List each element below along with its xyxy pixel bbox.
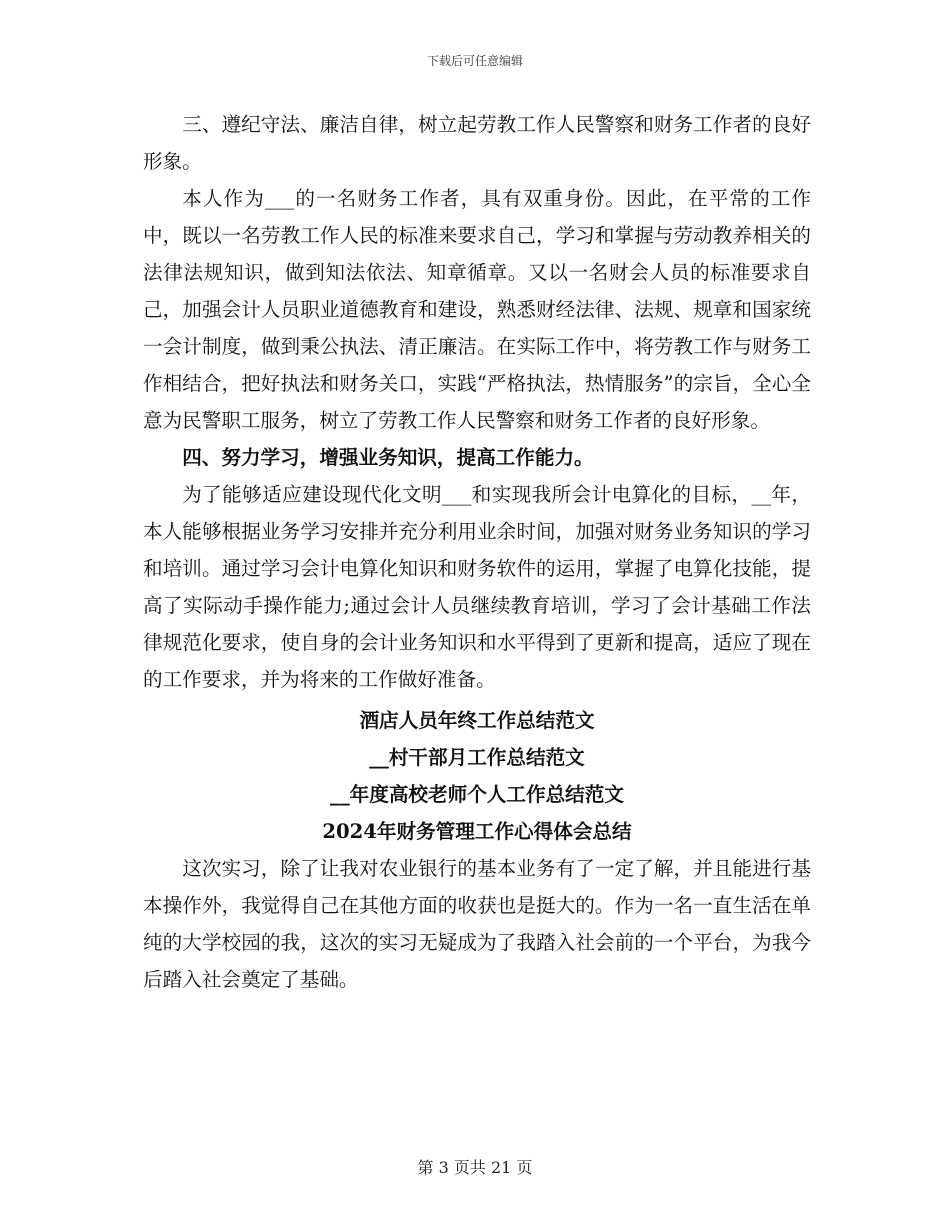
page-header-note: 下载后可任意编辑: [426, 54, 523, 68]
paragraph-section-three: 三、遵纪守法、廉洁自律，树立起劳教工作人民警察和财务工作者的良好形象。: [143, 113, 811, 173]
paragraph-internship: 这次实习，除了让我对农业银行的基本业务有了一定了解，并且能进行基本操作外，我觉得自己在其他方面的收获也是挺大的。作为一名一直生活在单纯的大学校园的我，这次的实习无疑成为了我踏入社会前的一个平台，为我今后踏入社会奠定了基础。: [143, 857, 811, 991]
related-title: 酒店人员年终工作总结范文: [359, 709, 595, 732]
page-number: 第 3 页共 21 页: [417, 1158, 533, 1177]
related-title: 2024年财务管理工作心得体会总结: [322, 820, 632, 843]
related-titles: [143, 702, 811, 850]
document-body: [143, 106, 811, 998]
paragraph-study: 为了能够适应建设现代化文明___和实现我所会计电算化的目标，__年，本人能够根据业务学习安排并充分利用业余时间，加强对财务业务知识的学习和培训。通过学习会计电算化知识和财务软件的运用，掌握了电算化技能，提高了实际动手操作能力;通过会计人员继续教育培训，学习了会计基础工作法律规范化要求，使自身的会计业务知识和水平得到了更新和提高，适应了现在的工作要求，并为将来的工作做好准备。: [143, 483, 811, 691]
heading-section-four: 四、努力学习，增强业务知识，提高工作能力。: [182, 446, 594, 469]
paragraph-dual-identity: 本人作为___的一名财务工作者，具有双重身份。因此，在平常的工作中，既以一名劳教工作人民的标准来要求自己，学习和掌握与劳动教养相关的法律法规知识，做到知法依法、知章循章。又以一名财会人员的标准要求自己，加强会计人员职业道德教育和建设，熟悉财经法律、法规、规章和国家统一会计制度，做到秉公执法、清正廉洁。在实际工作中，将劳教工作与财务工作相结合，把好执法和财务关口，实践“严格执法，热情服务”的宗旨，全心全意为民警职工服务，树立了劳教工作人民警察和财务工作者的良好形象。: [143, 187, 811, 432]
related-title: __年度高校老师个人工作总结范文: [330, 783, 624, 806]
related-title: __村干部月工作总结范文: [369, 746, 585, 769]
